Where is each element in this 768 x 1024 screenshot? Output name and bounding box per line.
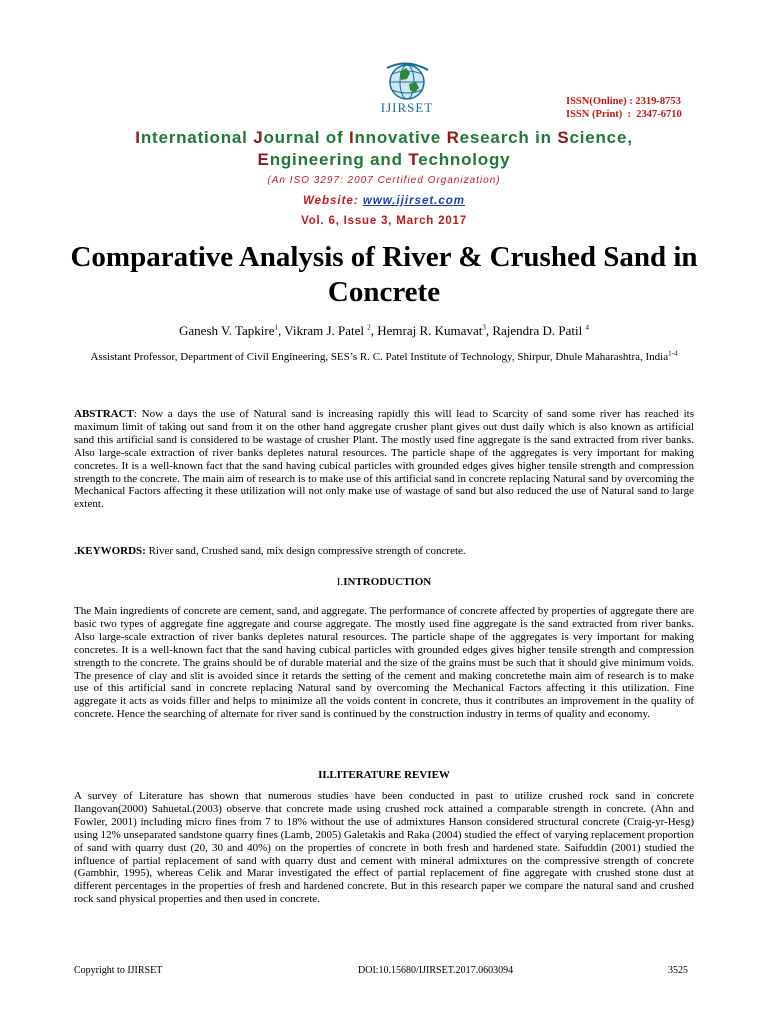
keywords-text: River sand, Crushed sand, mix design compressive strength of concrete. bbox=[145, 545, 466, 557]
abstract-label: ABSTRACT bbox=[74, 408, 134, 420]
affiliation: Assistant Professor, Department of Civil Engineering, SES’s R. C. Patel Institute of Technology, Shirpur, Dhule Maharashtra, India$^{1-4}$ bbox=[90, 349, 678, 363]
author: Hemraj R. Kumavat$^3$ bbox=[377, 323, 486, 338]
logo-text: IJIRSET bbox=[380, 100, 434, 115]
section-heading-introduction: I.INTRODUCTION bbox=[336, 576, 432, 588]
keywords-label: .KEYWORDS: bbox=[74, 545, 146, 557]
literature-review-paragraph: A survey of Literature has shown that numerous studies have been conducted in past to utilize crushed rock sand in concrete Ilangovan(2000) Sahuetal.(2003) observe that concrete made using crushed rock attained a comparable strength in concrete. (Ahn and Fowler, 2001) including micro fines from 7 to 18% without the use of admixtures Hanson considered structural concrete (Craig-yr-Hesg) using 12% unseparated sandstone quarry fines (Lamb, 2005) Galetakis and Raka (2004) studied the effect of varying replacement proportion of sand with quarry dust (20, 30 and 40%) on the properties of concrete in both fresh and hardened state. Saifuddin (2001) studied the influence of partial replacement of sand with quarry dust and cement with mineral admixtures on the compressive strength of concrete (Gambhir, 1995), whereas Celik and Marar investigated the effect of partial replacement of fine aggregate with crushed stone dust at different percentages in the properties of fresh and hardened concrete. But in this research paper we compare the natural sand and crushed rock sand physical properties and then used in concrete. bbox=[74, 790, 694, 906]
footer-page-number: 3525 bbox=[668, 965, 688, 976]
website-label: Website: bbox=[302, 195, 363, 207]
globe-icon bbox=[362, 62, 452, 102]
website-line bbox=[0, 195, 768, 207]
journal-title bbox=[0, 127, 768, 171]
author: Vikram J. Patel $^2$ bbox=[284, 323, 371, 338]
issn-print: ISSN (Print) : 2347-6710 bbox=[566, 109, 682, 120]
journal-title-line1: International Journal of Innovative Research in Science, bbox=[135, 128, 633, 147]
abstract bbox=[74, 408, 694, 511]
section-heading-literature-review: II.LITERATURE REVIEW bbox=[318, 769, 450, 781]
journal-title-line2: Engineering and Technology bbox=[257, 150, 511, 169]
issn-online: ISSN(Online) : 2319-8753 bbox=[566, 96, 681, 107]
journal-logo bbox=[362, 62, 452, 118]
abstract-text: : Now a days the use of Natural sand is increasing rapidly this will lead to Scarcity of sand some river has reached its maximum limit of taking out sand from it on the other hand aggregate crusher plant gives out dust daily which is also known as artificial sand this artificial sand is considered to be wastage of crusher Plant. The mostly used fine aggregate is the sand extracted from river banks. Also large-scale extraction of river banks depletes natural resources. The particle shape of the aggregates is very important for making concretes. It is a well-known fact that the sand having cubical particles with grounded edges gives higher tensile strength and compression strength to the concrete. The main aim of research is to make use of this artificial sand in concrete replacing Natural sand by overcoming the Mechanical Factors affecting it these utilization will not only make use of wastage of sand but also reduced the use of Natural sand to large extent. bbox=[74, 408, 694, 511]
introduction-paragraph: The Main ingredients of concrete are cement, sand, and aggregate. The performance of concrete affected by properties of aggregate there are basic two types of aggregate fine aggregate and course aggregate. The mostly used fine aggregate is the sand extracted from river banks. Also large-scale extraction of river banks depletes natural resources. The particle shape of the aggregates is very important for making concretes. It is a well-known fact that the sand having cubical particles with grounded edges gives higher tensile strength and compression strength to the concrete. The grains should be of durable material and the size of the grains must be such that it should give minimum voids. The presence of clay and slit is avoided since it retards the setting of the cement and making concretethe main aim of research is to make use of this artificial sand in concrete replacing Natural sand by overcoming the Mechanical Factors affecting it this utilization. Fine aggregate it acts as voids filler and helps to minimize all the voids content in concrete, thus it contributes an improvement in the quality of concrete. Hence the searching of alternate for river sand is continued by the construction industry in terms of quality and economy. bbox=[74, 605, 694, 721]
volume-issue: Vol. 6, Issue 3, March 2017 bbox=[301, 215, 467, 227]
website-link[interactable]: www.ijirset.com bbox=[362, 195, 466, 207]
paper-title: Comparative Analysis of River & Crushed Sand in Concrete bbox=[70, 241, 698, 308]
author: Rajendra D. Patil $^4$ bbox=[492, 323, 589, 338]
footer-doi: DOI:10.15680/IJIRSET.2017.0603094 bbox=[358, 965, 514, 976]
certification-note: (An ISO 3297: 2007 Certified Organization) bbox=[267, 175, 501, 186]
affiliation-sup: 1-4 bbox=[668, 349, 678, 358]
footer-copyright: Copyright to IJIRSET bbox=[74, 965, 163, 976]
author-list: Ganesh V. Tapkire$^1$, Vikram J. Patel $^2$, Hemraj R. Kumavat$^3$, Rajendra D. Patil $^4$ bbox=[179, 323, 589, 338]
keywords bbox=[74, 545, 694, 558]
author: Ganesh V. Tapkire$^1$ bbox=[179, 323, 279, 338]
issn-block bbox=[566, 95, 682, 121]
